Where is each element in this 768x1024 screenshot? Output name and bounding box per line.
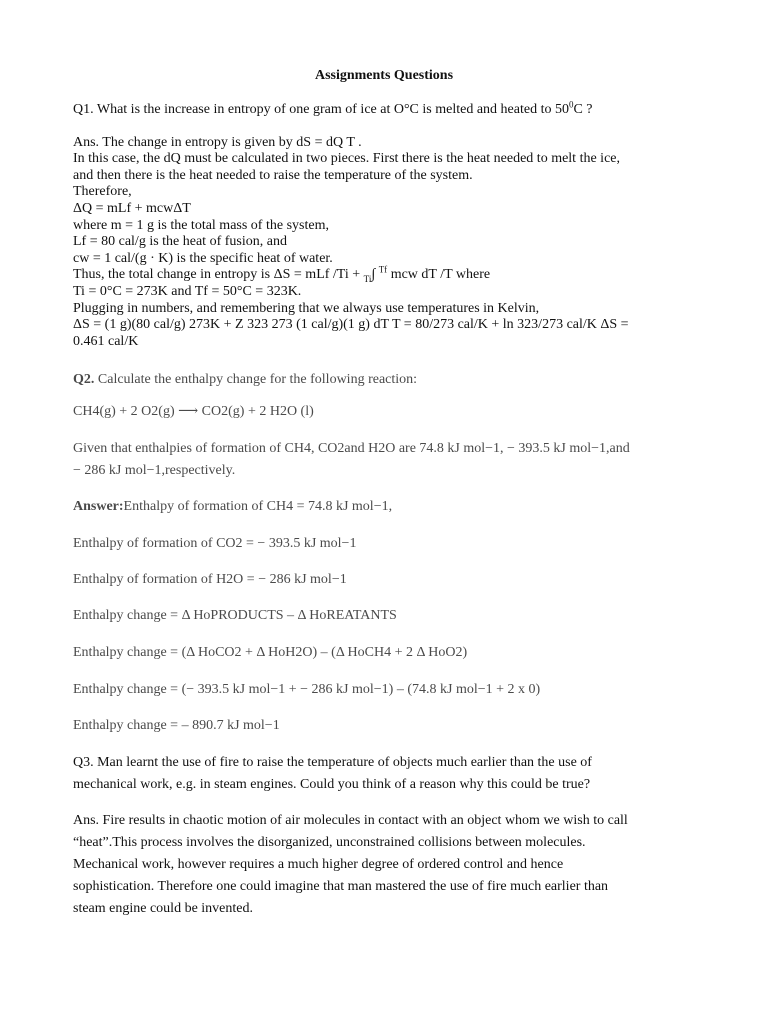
given-line: − 286 kJ mol−1,respectively. [73,463,236,478]
answer-2-step: Enthalpy of formation of CO2 = − 393.5 kJ mol−1 [73,536,357,551]
answer-1-line: Plugging in numbers, and remembering that we always use temperatures in Kelvin, [73,300,540,316]
question-3 [73,752,713,796]
answer-2-label: Answer: [73,499,124,514]
entropy-integral-line [73,264,713,285]
answer-1-line: Lf = 80 cal/g is the heat of fusion, and [73,234,287,250]
answer-1-line: Ans. The change in entropy is given by dS = dQ T . [73,134,362,150]
answer-1-line: ΔS = (1 g)(80 cal/g) 273K + Z 323 273 (1 cal/g)(1 g) dT T = 80/273 cal/K + ln 323/273 cal/K ΔS = [73,317,629,333]
integral-upper-limit: Tf [378,264,388,275]
answer-1-line: Therefore, [73,184,132,200]
answer-1-line: In this case, the dQ must be calculated in two pieces. First there is the heat needed to melt the ice, [73,151,620,167]
answer-2-step: Enthalpy of formation of H2O = − 286 kJ mol−1 [73,572,347,587]
question-1-text-end: C ? [573,102,593,117]
answer-1-line: ΔQ = mLf + mcwΔT [73,200,191,216]
answer-1-line: cw = 1 cal/(g · K) is the specific heat of water. [73,250,333,266]
question-2-text [73,371,417,389]
reaction-equation: CH4(g) + 2 O2(g) ⟶ CO2(g) + 2 H2O (l) [73,404,314,419]
integral-sign: ∫ [371,267,376,283]
answer-1-line: and then there is the heat needed to raise the temperature of the system. [73,167,473,183]
answer-2-text: Enthalpy of formation of CH4 = 74.8 kJ mol−1, [123,499,393,514]
answer-3-line: sophistication. Therefore one could imagine that man mastered the use of fire much earlier than [73,879,609,894]
answer-1-line: Ti = 0°C = 273K and Tf = 50°C = 323K. [73,283,302,299]
answer-2-step: Enthalpy change = (Δ HoCO2 + Δ HoH2O) – (Δ HoCH4 + 2 Δ HoO2) [73,645,468,660]
answer-1-line: 0.461 cal/K [73,333,139,349]
question-1-text-start: Q1. What is the increase in entropy of one gram of ice at O°C is melted and heated to 50 [73,102,569,117]
question-1-text [73,99,713,119]
answer-2-step: Enthalpy change = Δ HoPRODUCTS – Δ HoREATANTS [73,608,397,623]
question-2-label: Q2. [73,372,95,387]
entropy-integral-text-start: Thus, the total change in entropy is ΔS = mLf /Ti + [73,267,364,283]
entropy-integral-text-end: mcw dT /T where [387,267,491,283]
question-1-superscript: 0 [568,99,574,110]
answer-2-first-line [73,498,392,516]
integral-lower-limit: Ti [363,274,372,285]
answer-3-line: Ans. Fire results in chaotic motion of air molecules in contact with an object whom we wish to call [73,813,628,828]
question-3-line: Q3. Man learnt the use of fire to raise the temperature of objects much earlier than the use of [73,755,592,770]
answer-3-line: “heat”.This process involves the disorganized, unconstrained collisions between molecules. [73,835,586,850]
page-title: Assignments Questions [314,68,454,83]
answer-3-line: Mechanical work, however requires a much higher degree of ordered control and hence [73,857,564,872]
question-2-body: Calculate the enthalpy change for the following reaction: [94,372,418,387]
answer-2-step: Enthalpy change = (− 393.5 kJ mol−1 + − 286 kJ mol−1) – (74.8 kJ mol−1 + 2 x 0) [73,682,541,697]
question-3-line: mechanical work, e.g. in steam engines. Could you think of a reason why this could be true? [73,777,591,792]
question-1-block [73,99,713,350]
answer-3 [73,810,713,920]
answer-3-line: steam engine could be invented. [73,901,253,916]
answer-1-line: where m = 1 g is the total mass of the system, [73,217,329,233]
given-line: Given that enthalpies of formation of CH4, CO2and H2O are 74.8 kJ mol−1, − 393.5 kJ mol−1,and [73,441,630,456]
given-enthalpies [73,438,713,482]
answer-2-result: Enthalpy change = – 890.7 kJ mol−1 [73,718,280,733]
